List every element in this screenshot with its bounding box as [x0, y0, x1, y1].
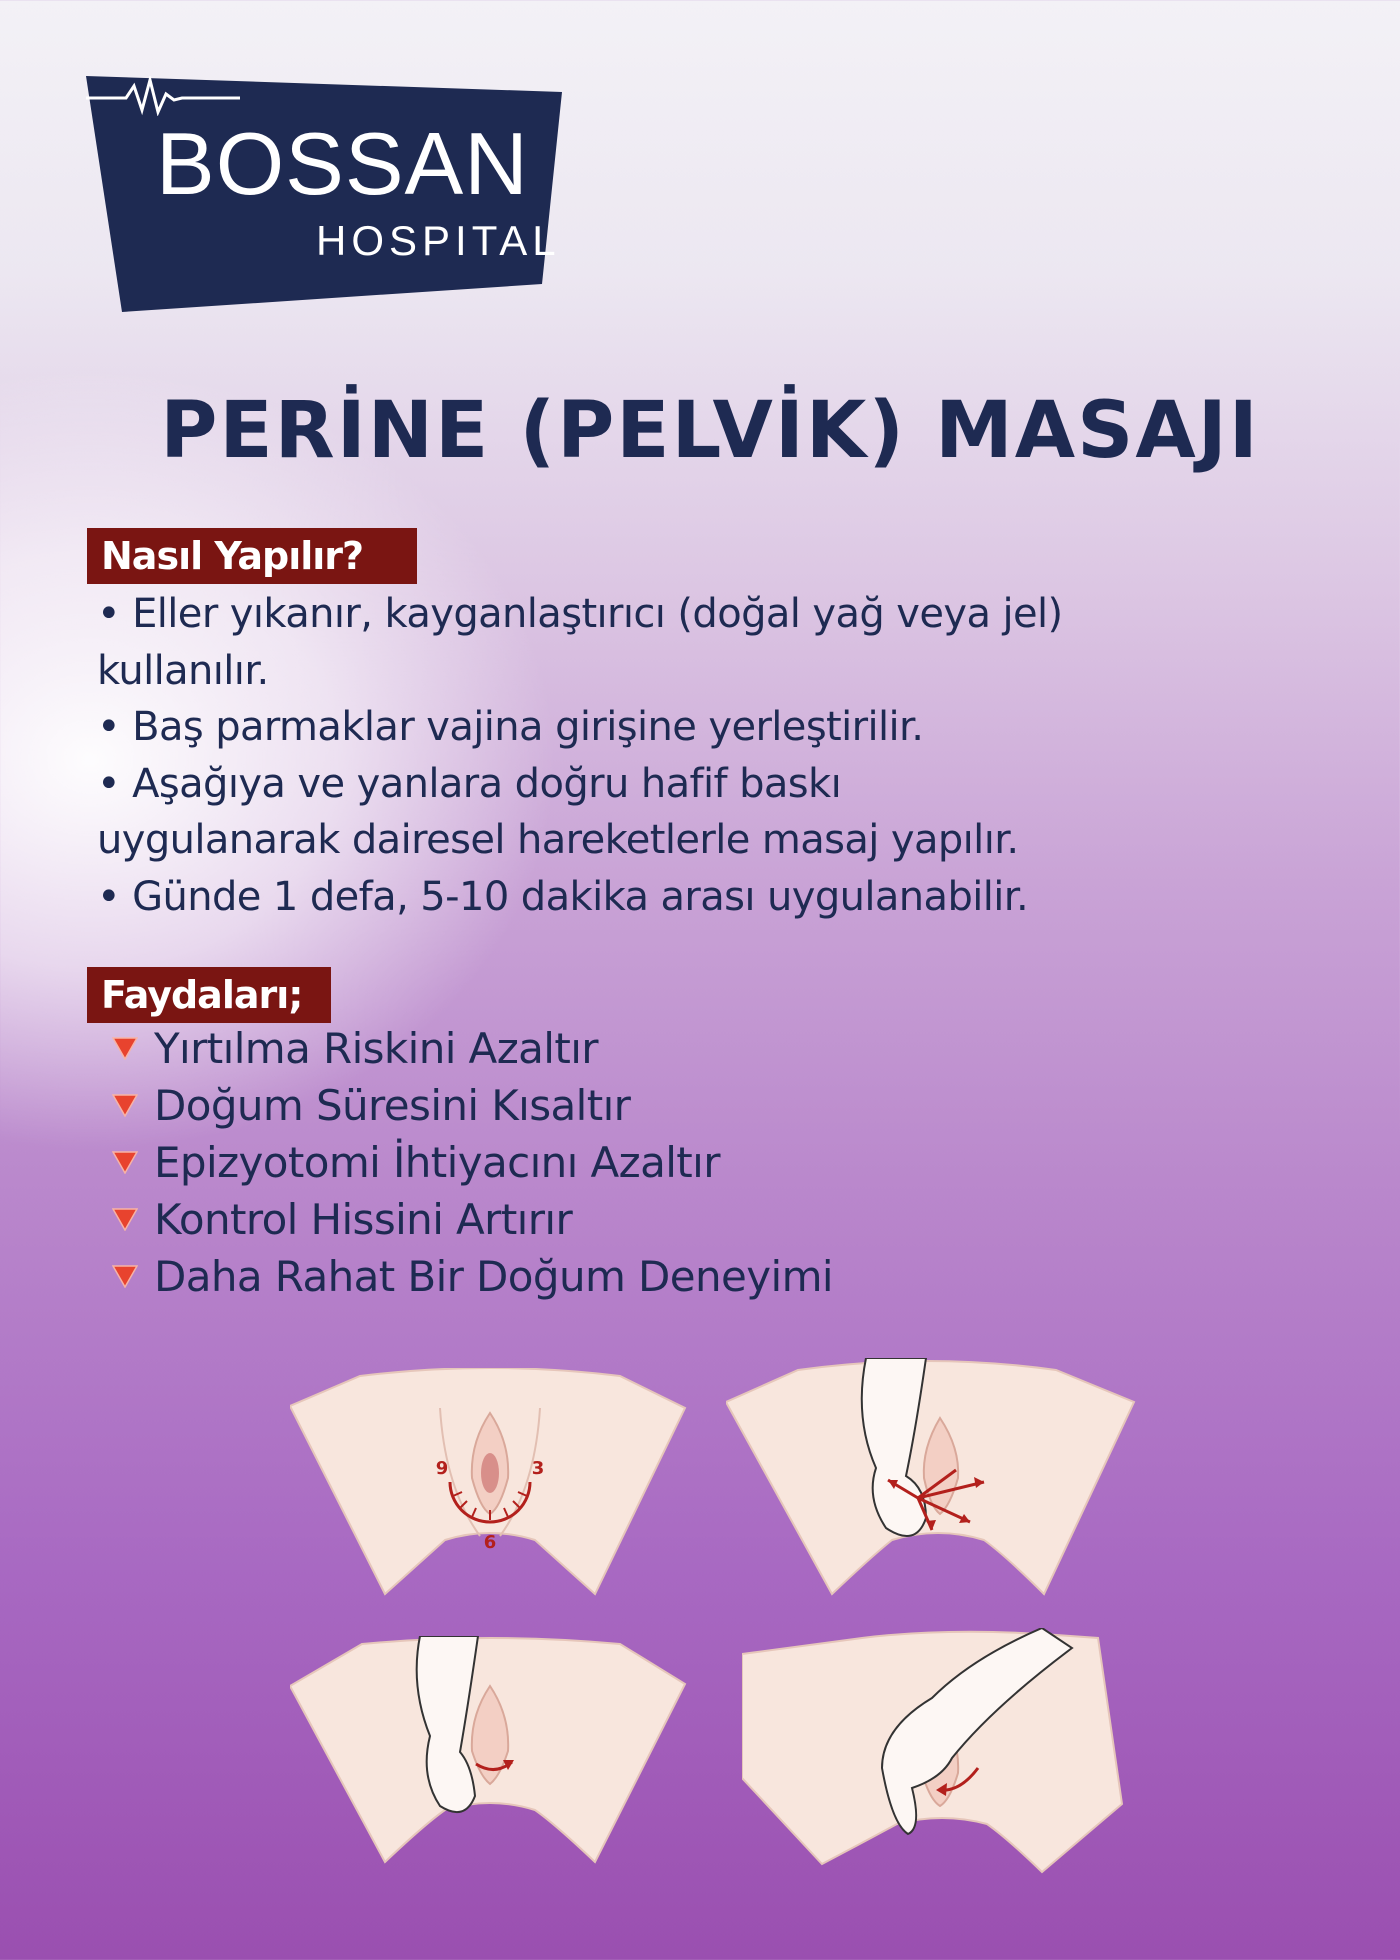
red-triangle-icon: [112, 1093, 138, 1117]
benefit-text: Daha Rahat Bir Doğum Deneyimi: [154, 1252, 833, 1301]
clock-label-9: 9: [435, 1458, 449, 1479]
illustration-downward-massage: [742, 1628, 1132, 1878]
logo-subtitle: HOSPITAL: [316, 217, 561, 264]
illustration-lateral-massage: [290, 1636, 690, 1866]
red-triangle-icon: [112, 1150, 138, 1174]
benefit-item: [108, 1134, 1008, 1191]
benefit-text: Kontrol Hissini Artırır: [154, 1195, 573, 1244]
illustration-clock-diagram: [290, 1368, 690, 1598]
red-triangle-icon: [112, 1036, 138, 1060]
benefits-list: [108, 1020, 1008, 1305]
logo-brand-name: BOSSAN: [156, 114, 529, 213]
step-line: • Eller yıkanır, kayganlaştırıcı (doğal yağ veya jel): [97, 591, 1063, 637]
illustration-thumb-pressure: [726, 1358, 1136, 1598]
benefit-item: [108, 1020, 1008, 1077]
step-line: • Aşağıya ve yanlara doğru hafif baskı: [97, 760, 842, 807]
benefit-item: [108, 1077, 1008, 1134]
step-line: kullanılır.: [97, 647, 269, 694]
benefit-item: [108, 1248, 1008, 1305]
step-line: • Günde 1 defa, 5-10 dakika arası uygulanabilir.: [97, 873, 1029, 920]
benefit-text: Yırtılma Riskini Azaltır: [154, 1024, 598, 1073]
clock-label-6: 6: [483, 1532, 497, 1553]
bossan-hospital-logo: [86, 76, 562, 316]
how-to-label: Nasıl Yapılır?: [87, 528, 417, 584]
red-triangle-icon: [112, 1207, 138, 1231]
benefit-item: [108, 1191, 1008, 1248]
step-line: uygulanarak dairesel hareketlerle masaj yapılır.: [97, 817, 1019, 864]
red-triangle-icon: [112, 1264, 138, 1288]
clock-label-3: 3: [531, 1458, 545, 1479]
heartbeat-icon: [86, 76, 246, 116]
benefit-text: Epizyotomi İhtiyacını Azaltır: [154, 1138, 720, 1187]
page-title: PERİNE (PELVİK) MASAJI: [160, 386, 1260, 476]
step-line: • Baş parmaklar vajina girişine yerleştirilir.: [97, 704, 924, 751]
benefit-text: Doğum Süresini Kısaltır: [154, 1081, 631, 1130]
benefits-label: Faydaları;: [87, 967, 331, 1023]
how-to-steps: [97, 586, 1177, 926]
